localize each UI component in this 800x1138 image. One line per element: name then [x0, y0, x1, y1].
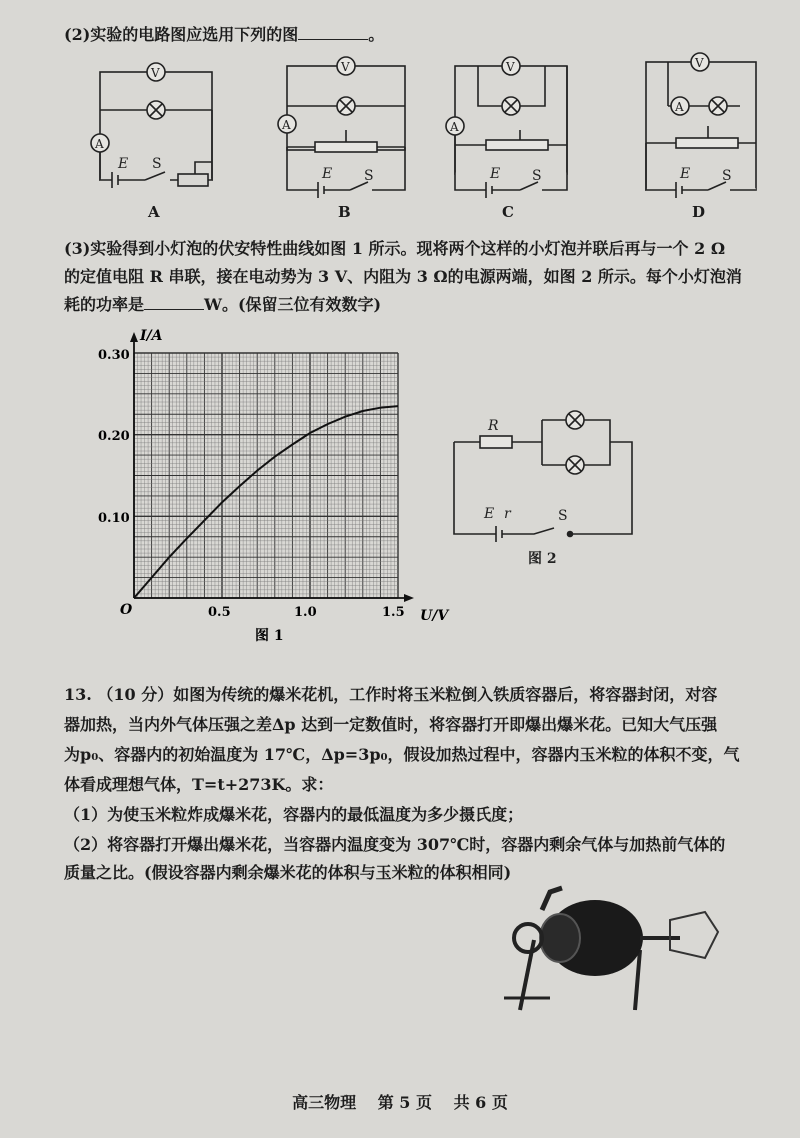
x-axis-arrow	[404, 594, 414, 602]
q2-end: 。	[368, 25, 385, 44]
q13-sub1: （1）为使玉米粒炸成爆米花，容器内的最低温度为多少摄氏度；	[64, 805, 524, 824]
q2-prompt: (2)实验的电路图应选用下列的图	[64, 25, 299, 44]
chart-caption: 图 1	[255, 628, 284, 644]
x-tick-label: 1.0	[294, 605, 317, 620]
q3-line3-prefix: 耗的功率是	[64, 295, 145, 314]
option-d-label: D	[692, 203, 706, 221]
switch-label: S	[152, 156, 162, 172]
footer-page: 第 5 页	[377, 1093, 432, 1112]
q3-line3	[64, 292, 381, 315]
answer-blank[interactable]	[298, 25, 368, 40]
circuit-c	[446, 57, 567, 198]
x-tick-label: 0.5	[208, 605, 231, 620]
y-tick-label: 0.10	[98, 511, 130, 526]
chart-grid	[134, 353, 398, 598]
x-tick-label: 1.5	[382, 605, 405, 620]
voltmeter-label: V	[695, 56, 704, 70]
origin-label: O	[120, 602, 133, 618]
q3-line2: 的定值电阻 R 串联，接在电动势为 3 V、内阻为 3 Ω的电源两端，如图 2 所示。每个小灯泡消	[64, 267, 742, 286]
emf-label: E	[118, 156, 129, 172]
voltmeter-label: V	[506, 60, 515, 74]
option-a-label: A	[148, 203, 160, 221]
emf-label: E	[322, 166, 333, 182]
voltmeter-label: V	[341, 60, 350, 74]
footer-total: 共 6 页	[453, 1093, 508, 1112]
emf-label: E	[484, 506, 495, 522]
y-tick-label: 0.30	[98, 348, 130, 363]
ammeter-label: A	[282, 118, 291, 132]
power-answer-blank[interactable]	[144, 295, 204, 310]
circuit-options-figure	[0, 40, 800, 230]
y-axis-label: I/A	[140, 328, 163, 344]
voltmeter-label: V	[151, 66, 160, 80]
figure-2-caption: 图 2	[528, 551, 557, 567]
circuit-a	[91, 63, 212, 188]
circuit-d	[646, 53, 756, 198]
switch-label: S	[722, 168, 732, 184]
switch-label: S	[364, 168, 374, 184]
q13-line1: 13. （10 分）如图为传统的爆米花机，工作时将玉米粒倒入铁质容器后，将容器封闭，对容	[64, 685, 718, 704]
iv-chart	[80, 322, 449, 652]
ammeter-label: A	[675, 100, 684, 114]
q13-line3: 为p₀、容器内的初始温度为 17℃，Δp=3p₀，假设加热过程中，容器内玉米粒的体积不变，气	[64, 745, 740, 764]
q3-line3-suffix: W。(保留三位有效数字)	[204, 295, 382, 314]
switch-label: S	[532, 168, 542, 184]
y-tick-label: 0.20	[98, 429, 130, 444]
circuit-b	[278, 57, 405, 198]
figure-2-circuit	[450, 400, 650, 570]
q3-line1: (3)实验得到小灯泡的伏安特性曲线如图 1 所示。现将两个这样的小灯泡并联后再与一个 2 Ω	[64, 239, 726, 258]
switch-label: S	[558, 508, 568, 524]
x-axis-label: U/V	[420, 608, 449, 624]
q13-line4: 体看成理想气体，T=t+273K。求：	[64, 775, 334, 794]
footer-subject: 高三物理	[292, 1093, 357, 1112]
y-axis-arrow	[130, 332, 138, 342]
emf-label: E	[680, 166, 691, 182]
q13-sub2: （2）将容器打开爆出爆米花，当容器内温度变为 307℃时，容器内剩余气体与加热前气体的	[64, 835, 726, 854]
ammeter-label: A	[450, 120, 459, 134]
popcorn-machine-image	[490, 880, 750, 1020]
resistor-label: R	[488, 418, 499, 434]
option-c-label: C	[502, 203, 514, 221]
internal-resistance-label: r	[504, 506, 511, 522]
q13-line2: 器加热，当内外气体压强之差Δp 达到一定数值时，将容器打开即爆出爆米花。已知大气压强	[64, 715, 718, 734]
page-footer	[0, 1090, 800, 1113]
ammeter-label: A	[95, 137, 104, 151]
option-b-label: B	[338, 203, 351, 221]
q13-sub2b: 质量之比。(假设容器内剩余爆米花的体积与玉米粒的体积相同)	[64, 863, 512, 882]
emf-label: E	[490, 166, 501, 182]
